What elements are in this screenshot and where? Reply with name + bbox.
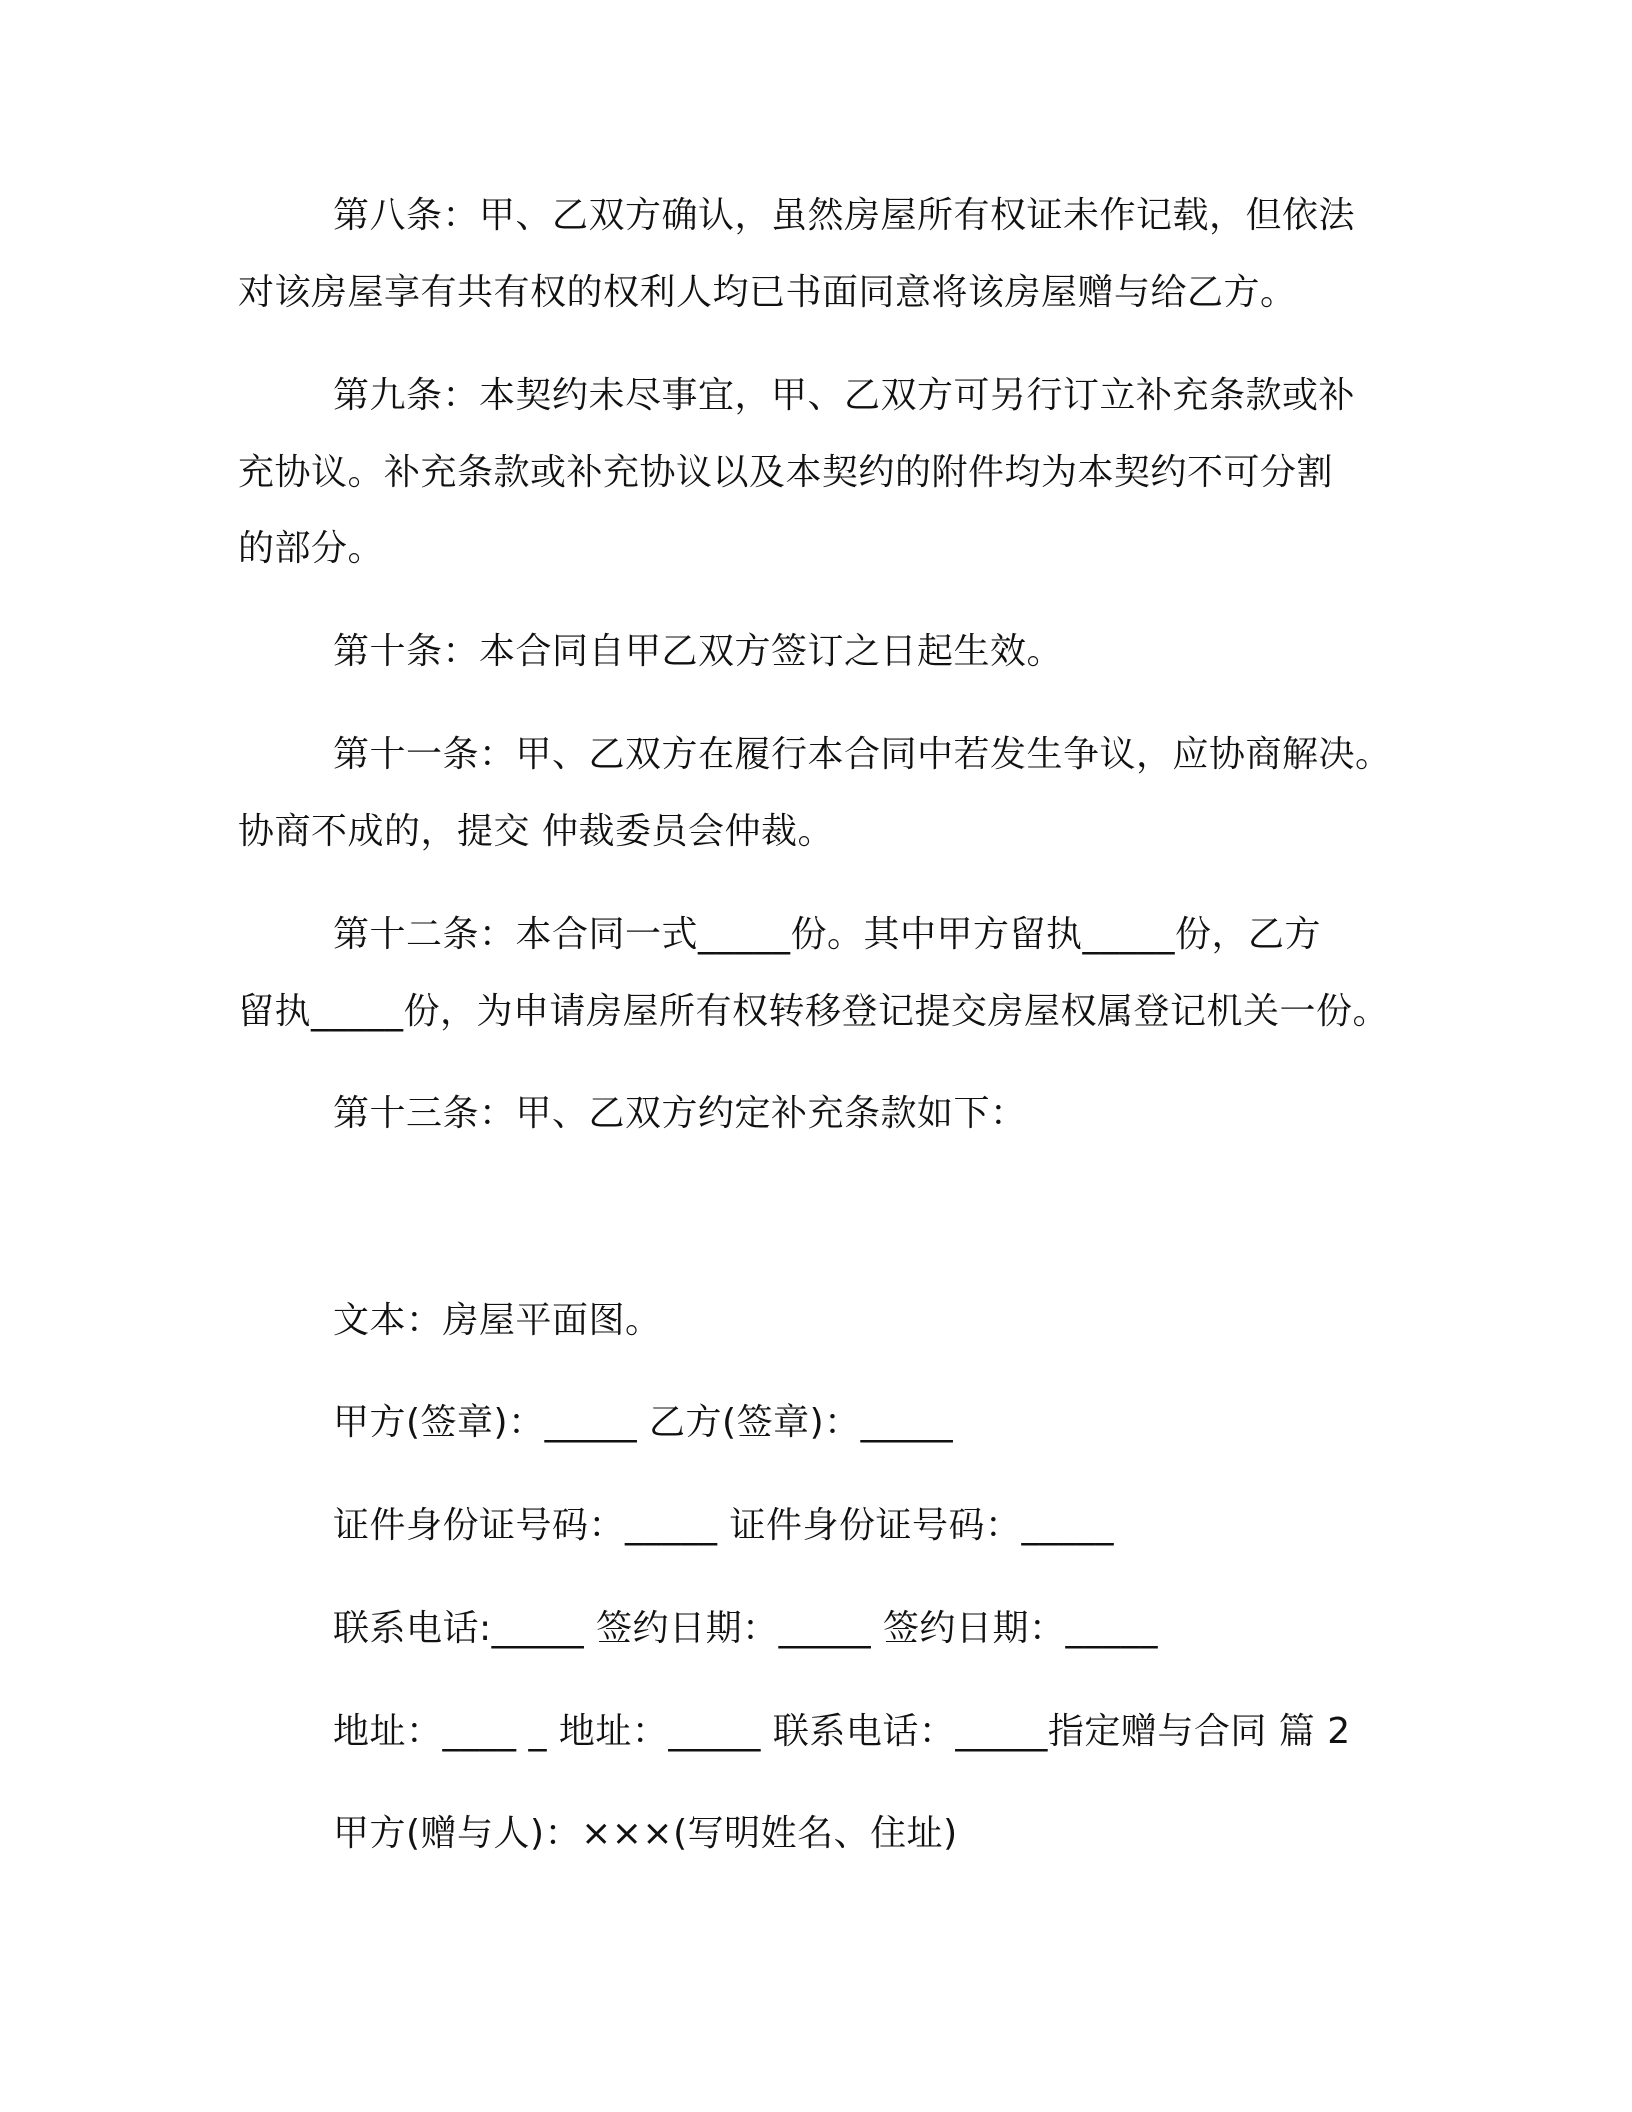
article-10-line-1: 第十条：本合同自甲乙双方签订之日起生效。 [333,631,1064,672]
article-13-line-1: 第十三条：甲、乙双方约定补充条款如下： [333,1093,1027,1134]
signature-line-phone-date: 联系电话:_____ 签约日期：_____ 签约日期：_____ [333,1608,1159,1649]
article-8-line-2: 对该房屋享有共有权的权利人均已书面同意将该房屋赠与给乙方。 [238,272,1297,313]
article-12-line-1: 第十二条：本合同一式_____份。其中甲方留执_____份，乙方 [333,914,1322,955]
article-8-line-1: 第八条：甲、乙双方确认，虽然房屋所有权证未作记载，但依法 [333,195,1356,236]
article-12-line-2: 留执_____份，为申请房屋所有权转移登记提交房屋权属登记机关一份。 [238,991,1390,1032]
donor-line: 甲方(赠与人)：×××(写明姓名、住址) [333,1813,958,1854]
article-11-line-1: 第十一条：甲、乙双方在履行本合同中若发生争议，应协商解决。 [333,734,1392,775]
attachment-line: 文本：房屋平面图。 [333,1300,662,1341]
article-9-line-3: 的部分。 [238,528,385,569]
article-9-line-2: 充协议。补充条款或补充协议以及本契约的附件均为本契约不可分割 [238,452,1334,493]
signature-line-id-numbers: 证件身份证号码：_____ 证件身份证号码：_____ [333,1505,1114,1546]
signature-line-parties: 甲方(签章)：_____ 乙方(签章)：_____ [333,1402,954,1443]
article-11-line-2: 协商不成的，提交 仲裁委员会仲裁。 [238,811,834,852]
signature-line-address: 地址：____ _ 地址：_____ 联系电话：_____指定赠与合同 篇 2 [333,1711,1351,1752]
article-9-line-1: 第九条：本契约未尽事宜，甲、乙双方可另行订立补充条款或补 [333,375,1356,416]
